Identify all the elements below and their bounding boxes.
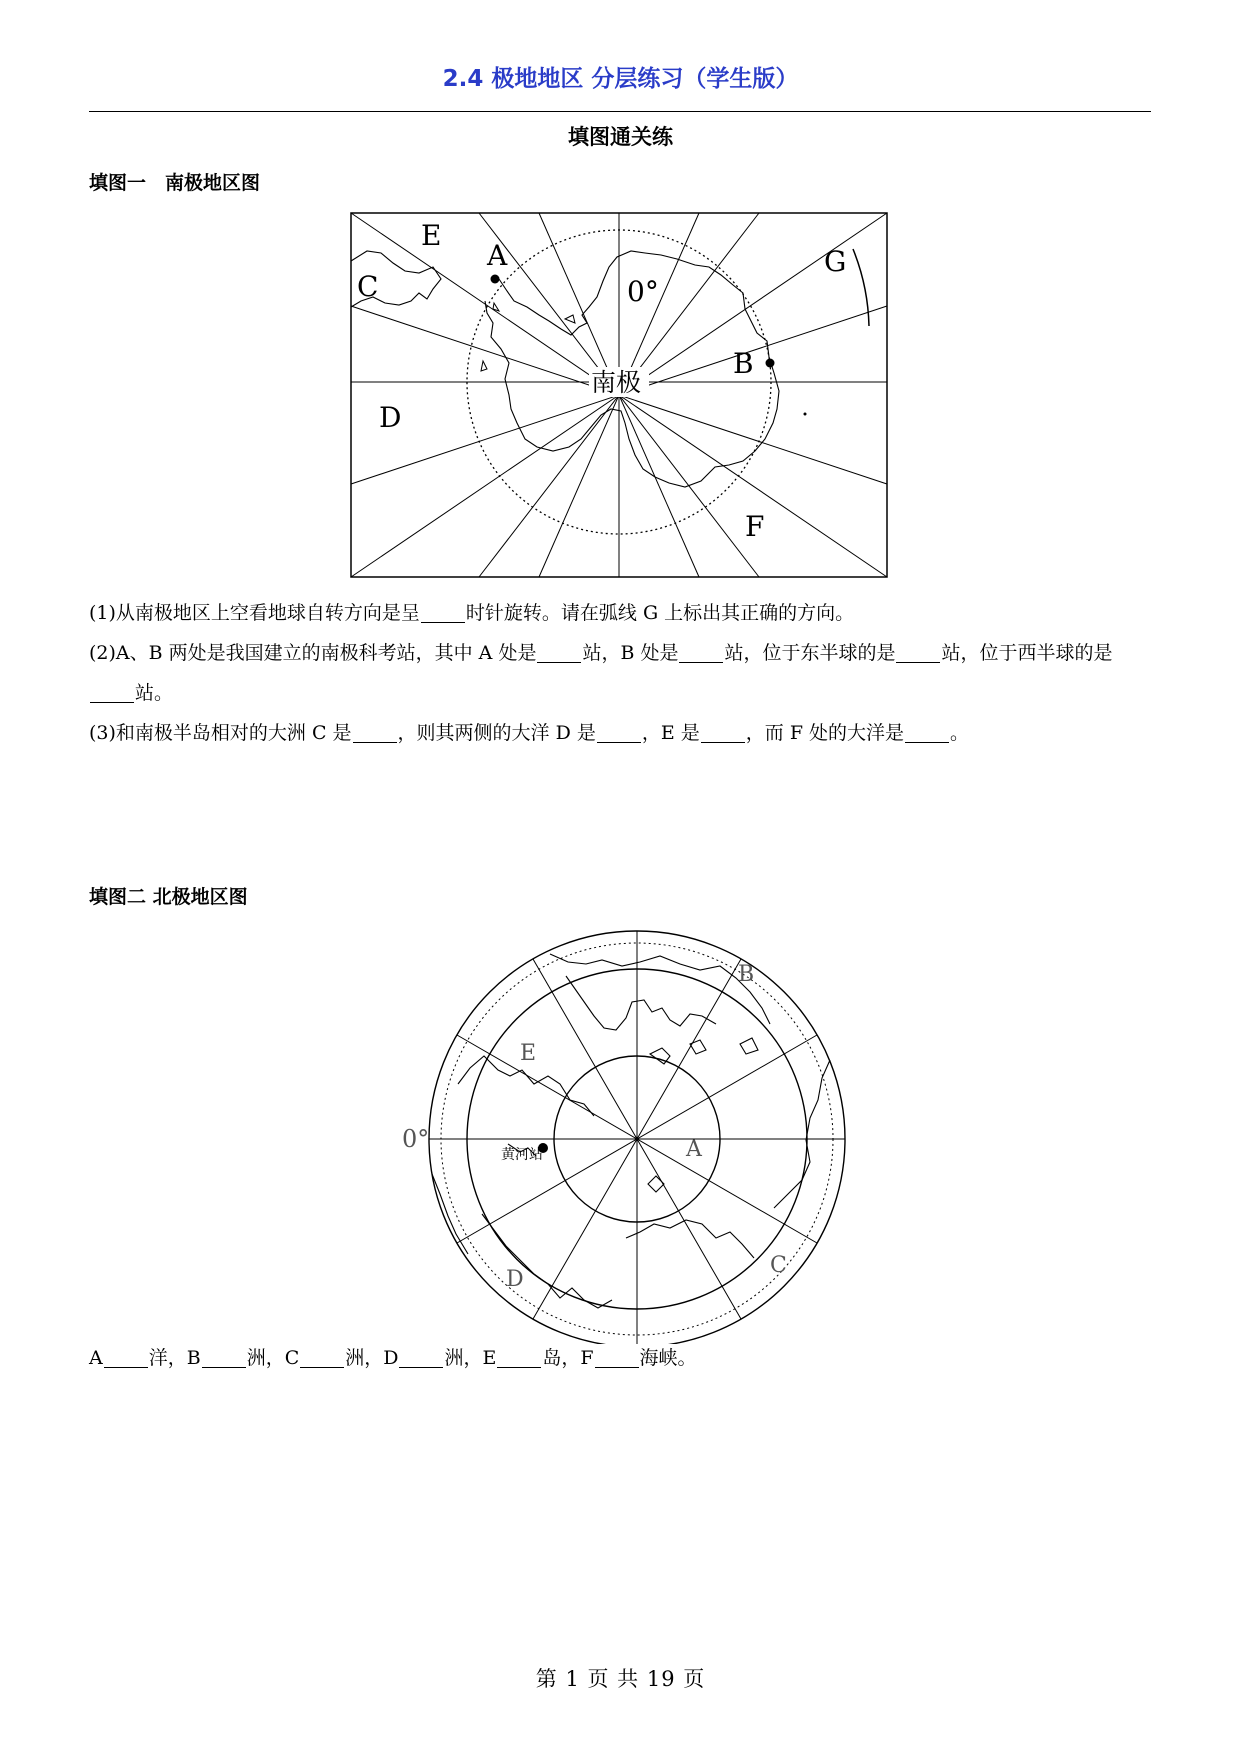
header-rule bbox=[89, 111, 1151, 112]
fill-in-line bbox=[89, 1338, 1151, 1378]
fill-blank-f[interactable] bbox=[595, 1348, 639, 1368]
q2-blank-1[interactable] bbox=[537, 643, 581, 663]
q1-text-a: (1)从南极地区上空看地球自转方向是呈 bbox=[89, 602, 420, 624]
map1-label-e: E bbox=[421, 219, 442, 252]
map1-label-pole: 南极 bbox=[591, 368, 642, 397]
q3-blank-1[interactable] bbox=[353, 723, 397, 743]
fill-c-suffix: 洲，D bbox=[345, 1347, 399, 1369]
arctic-map bbox=[390, 904, 850, 1344]
map2-label-a: A bbox=[686, 1137, 702, 1162]
q3-blank-2[interactable] bbox=[597, 723, 641, 743]
map2-label-b: B bbox=[738, 962, 755, 987]
q3-text-e: 。 bbox=[950, 722, 970, 744]
question-1 bbox=[89, 593, 1151, 633]
map1-label-zero: 0° bbox=[627, 275, 659, 308]
fill-blank-e[interactable] bbox=[497, 1348, 541, 1368]
map2-label-zero: 0° bbox=[402, 1125, 430, 1153]
map1-label-d: D bbox=[379, 401, 402, 434]
q1-blank-1[interactable] bbox=[421, 603, 465, 623]
q3-text-b: ，则其两侧的大洋 D 是 bbox=[397, 722, 596, 744]
map1-label-c: C bbox=[357, 270, 379, 303]
q2-text-e: 站。 bbox=[135, 682, 174, 704]
fill-d-suffix: 洲，E bbox=[444, 1347, 497, 1369]
station-a-dot bbox=[491, 275, 500, 284]
map1-label-b: B bbox=[733, 347, 754, 380]
station-b-dot bbox=[766, 359, 775, 368]
fill-blank-b[interactable] bbox=[202, 1348, 246, 1368]
map1-label-f: F bbox=[745, 510, 765, 543]
fill-blank-a[interactable] bbox=[104, 1348, 148, 1368]
map2-label-c: C bbox=[770, 1253, 787, 1278]
antarctic-map bbox=[349, 211, 889, 579]
q2-blank-2[interactable] bbox=[679, 643, 723, 663]
question-2 bbox=[89, 633, 1151, 713]
fill-blank-d[interactable] bbox=[399, 1348, 443, 1368]
map2-label-station: 黄河站 bbox=[501, 1147, 543, 1163]
fill-blank-c[interactable] bbox=[300, 1348, 344, 1368]
q2-text-d: 站，位于西半球的是 bbox=[941, 642, 1113, 664]
q2-text-b: 站，B 处是 bbox=[582, 642, 679, 664]
fill-a: A bbox=[89, 1347, 103, 1369]
q3-text-a: (3)和南极半岛相对的大洲 C 是 bbox=[89, 722, 352, 744]
q2-text-c: 站，位于东半球的是 bbox=[724, 642, 896, 664]
q3-blank-3[interactable] bbox=[701, 723, 745, 743]
map2-title: 填图二 北极地区图 bbox=[89, 886, 248, 908]
fill-f-suffix: 海峡。 bbox=[639, 1347, 697, 1369]
fill-a-suffix: 洋，B bbox=[148, 1347, 201, 1369]
q2-blank-4[interactable] bbox=[90, 683, 134, 703]
fill-b-suffix: 洲，C bbox=[246, 1347, 300, 1369]
islet-dot bbox=[804, 413, 807, 416]
q2-blank-3[interactable] bbox=[896, 643, 940, 663]
q3-text-c: ，E 是 bbox=[641, 722, 700, 744]
map1-label-a: A bbox=[487, 239, 508, 272]
q1-text-b: 时针旋转。请在弧线 G 上标出其正确的方向。 bbox=[465, 602, 855, 624]
q3-blank-4[interactable] bbox=[905, 723, 949, 743]
map2-label-e: E bbox=[520, 1041, 537, 1066]
q2-text-a: (2)A、B 两处是我国建立的南极科考站，其中 A 处是 bbox=[89, 642, 537, 664]
fill-e-suffix: 岛，F bbox=[542, 1347, 594, 1369]
page-footer: 第 1 页 共 19 页 bbox=[535, 1667, 706, 1691]
map1-title: 填图一 南极地区图 bbox=[89, 172, 261, 194]
map1-label-g: G bbox=[824, 245, 847, 278]
document-title: 2.4 极地地区 分层练习（学生版） bbox=[442, 66, 799, 92]
map2-meridians bbox=[429, 931, 845, 1344]
q3-text-d: ，而 F 处的大洋是 bbox=[745, 722, 905, 744]
section-title: 填图通关练 bbox=[568, 125, 673, 149]
map2-label-d: D bbox=[506, 1267, 524, 1292]
question-3 bbox=[89, 713, 1151, 753]
peninsula-islands bbox=[481, 303, 575, 371]
